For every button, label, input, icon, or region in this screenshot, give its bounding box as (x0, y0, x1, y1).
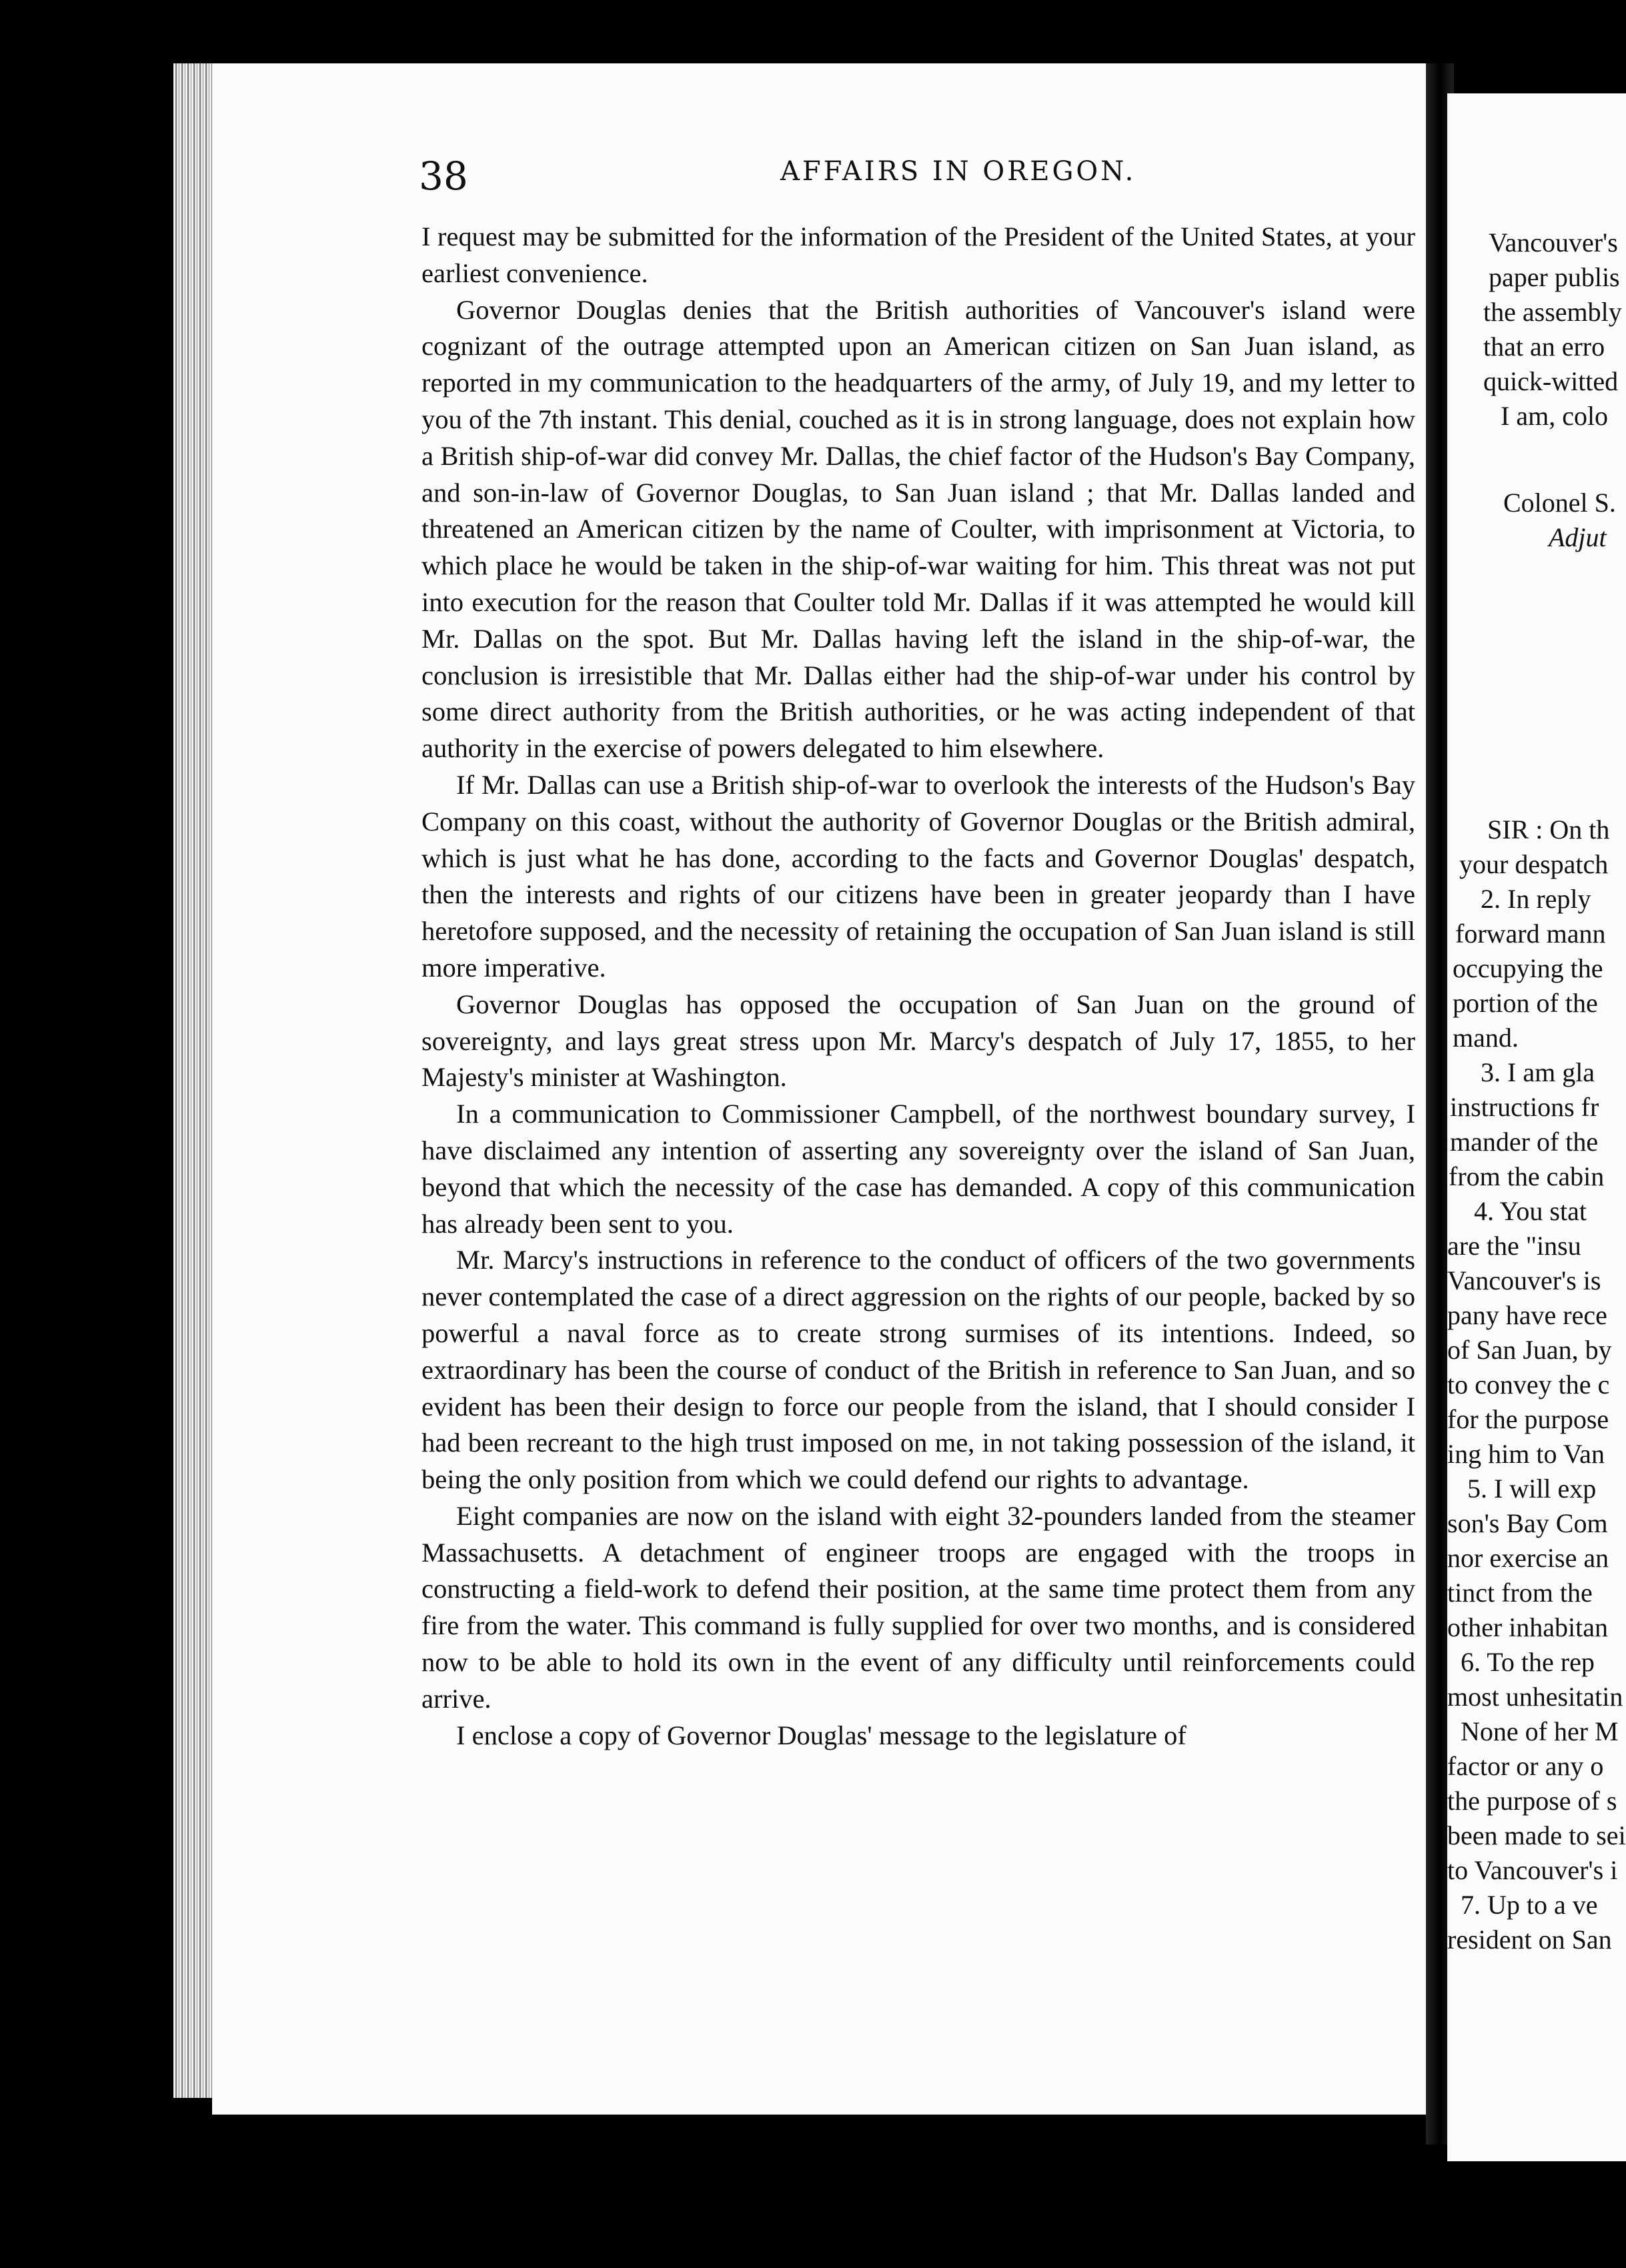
facing-line: mander of the (1450, 1127, 1599, 1157)
facing-line: factor or any o (1447, 1751, 1604, 1781)
facing-line: 6. To the rep (1461, 1647, 1595, 1677)
paragraph: In a communication to Commissioner Campbell, of the northwest boundary survey, I have disclaimed any intention of asserting any sovereignty over the island of San Juan, beyond that which the necessity of the case has demanded. A copy of this communication has already been sent to you. (422, 1099, 1415, 1239)
facing-line: Colonel S. (1503, 488, 1616, 518)
paragraph: Mr. Marcy's instructions in reference to the conduct of officers of the two governments never contemplated the case of a direct aggression on the rights of our people, backed by so powerful a naval force as to create strong surmises of its intentions. Indeed, so extraordinary has been the course of conduct of the British in reference to San Juan, and so evident has been their design to force our people from the island, that I should consider I had been recreant to the high trust imposed on me, in not taking possession of the island, it being the only position from which we could defend our rights to advantage. (422, 1245, 1415, 1495)
facing-line: for the purpose (1447, 1404, 1609, 1434)
facing-line: portion of the (1453, 988, 1598, 1018)
facing-line: I am, colo (1501, 401, 1609, 431)
facing-line: your despatch (1459, 849, 1609, 879)
facing-line: pany have rece (1447, 1300, 1607, 1330)
facing-line: the assembly (1483, 297, 1622, 327)
facing-line: forward mann (1455, 919, 1606, 949)
facing-line: of San Juan, by (1447, 1335, 1612, 1365)
facing-page (1447, 93, 1626, 2161)
facing-line: 2. In reply (1481, 884, 1591, 914)
paragraph: I enclose a copy of Governor Douglas' message to the legislature of (456, 1720, 1186, 1750)
facing-line: been made to sei (1447, 1820, 1626, 1850)
facing-line: mand. (1453, 1023, 1519, 1053)
page-number: 38 (419, 153, 468, 199)
paragraph: Governor Douglas denies that the British authorities of Vancouver's island were cognizant of the outrage attempted upon an American citizen on San Juan island, as reported in my communication to the headquarters of the army, of July 19, and my letter to you of the 7th instant. This denial, couched as it is in strong language, does not explain how a British ship-of-war did convey Mr. Dallas, the chief factor of the Hudson's Bay Company, and son-in-law of Governor Douglas, to San Juan island ; that Mr. Dallas landed and threatened an American citizen by the name of Coulter, with imprisonment at Victoria, to which place he would be taken in the ship-of-war waiting for him. This threat was not put into execution for the reason that Coulter told Mr. Dallas if it was attempted he would kill Mr. Dallas on the spot. But Mr. Dallas having left the island in the ship-of-war, the conclusion is irresistible that Mr. Dallas either had the ship-of-war under his control by some direct authority from the British authorities, or he was acting independent of that authority in the exercise of powers delegated to him elsewhere. (422, 294, 1415, 764)
facing-line: instructions fr (1450, 1092, 1599, 1122)
paragraph: Eight companies are now on the island with eight 32-pounders landed from the steamer Massachusetts. A detachment of engineer troops are engaged with the troops in constructing a field-work to defend their position, at the same time protect them from any fire from the water. This command is fully supplied for over two months, and is considered now to be able to hold its own in the event of any difficulty until reinforcements could arrive. (422, 1500, 1415, 1714)
running-head: AFFAIRS IN OREGON. (780, 156, 1136, 187)
paragraph: I request may be submitted for the information of the President of the United States, at your earliest convenience. (422, 221, 1415, 288)
facing-line: 5. I will exp (1467, 1474, 1597, 1504)
facing-line: tinct from the (1447, 1578, 1593, 1608)
facing-line: 4. You stat (1474, 1196, 1587, 1226)
facing-line: other inhabitan (1447, 1612, 1609, 1642)
facing-line: that an erro (1483, 332, 1605, 362)
facing-line: to convey the c (1447, 1369, 1610, 1399)
facing-line: nor exercise an (1447, 1543, 1609, 1573)
facing-line: son's Bay Com (1447, 1508, 1608, 1538)
facing-line: most unhesitatin (1447, 1682, 1623, 1712)
facing-line: ing him to Van (1447, 1439, 1605, 1469)
facing-line: 3. I am gla (1481, 1057, 1595, 1087)
facing-line: quick-witted (1483, 366, 1619, 396)
facing-line: Vancouver's (1489, 227, 1618, 257)
facing-line: 7. Up to a ve (1461, 1890, 1598, 1920)
facing-line: to Vancouver's i (1447, 1855, 1618, 1885)
facing-line: None of her M (1461, 1716, 1619, 1746)
book-page-edges (173, 63, 212, 2098)
facing-line: are the "insu (1447, 1231, 1581, 1261)
paragraph: Governor Douglas has opposed the occupation of San Juan on the ground of sovereignty, and lays great stress upon Mr. Marcy's despatch of July 17, 1855, to her Majesty's minister at Washington. (422, 989, 1415, 1093)
facing-line: the purpose of s (1447, 1786, 1617, 1816)
body-text (422, 219, 1415, 1754)
facing-line: resident on San (1447, 1924, 1612, 1954)
facing-line: from the cabin (1449, 1161, 1605, 1191)
facing-line: Vancouver's is (1447, 1265, 1601, 1295)
facing-line: paper publis (1489, 262, 1620, 292)
paragraph: If Mr. Dallas can use a British ship-of-war to overlook the interests of the Hudson's Bay Company on this coast, without the authority of Governor Douglas or the British admiral, which is just what he has done, according to the facts and Governor Douglas' despatch, then the interests and rights of our citizens have been in greater jeopardy than I have heretofore supposed, and the necessity of retaining the occupation of San Juan island is still more imperative. (422, 769, 1415, 983)
facing-line: SIR : On th (1487, 814, 1610, 844)
facing-line: Adjut (1549, 522, 1607, 552)
facing-line: occupying the (1453, 953, 1603, 983)
